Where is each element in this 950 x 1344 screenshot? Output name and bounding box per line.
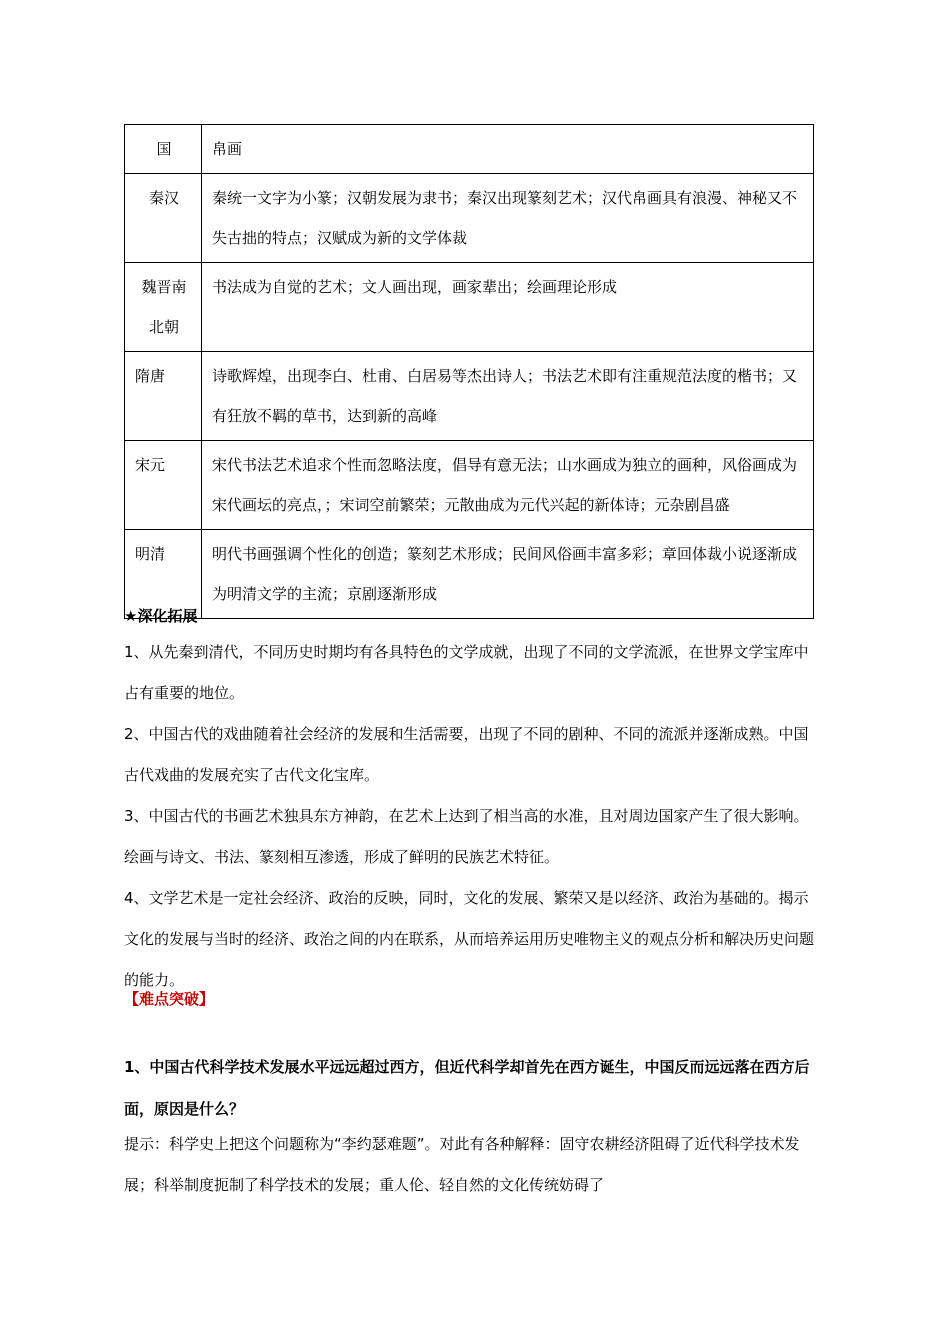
list-item: 4、文学艺术是一定社会经济、政治的反映，同时，文化的发展、繁荣又是以经济、政治为基础的。揭示文化的发展与当时的经济、政治之间的内在联系，从而培养运用历史唯物主义的观点分析和解决历史问题的能力。 <box>124 889 815 989</box>
era-cell: 隋唐 <box>125 352 202 441</box>
difficulty-heading: 【难点突破】 <box>124 990 215 1008</box>
era-cell: 明清 <box>125 530 202 619</box>
list-item: 1、从先秦到清代，不同历史时期均有各具特色的文学成就，出现了不同的文学流派，在世界文学宝库中占有重要的地位。 <box>124 643 809 702</box>
difficulty-hint: 提示：科学史上把这个问题称为“李约瑟难题”。对此有各种解释：固守农耕经济阻碍了近代科学技术发展；科举制度扼制了科学技术的发展；重人伦、轻自然的文化传统妨碍了 <box>124 1135 800 1194</box>
table-row <box>125 263 814 352</box>
art-periods-table <box>124 124 814 619</box>
list-item: 3、中国古代的书画艺术独具东方神韵，在艺术上达到了相当高的水准，且对周边国家产生了很大影响。绘画与诗文、书法、篆刻相互渗透，形成了鲜明的民族艺术特征。 <box>124 807 809 866</box>
extension-list <box>124 632 814 1001</box>
content-cell: 诗歌辉煌，出现李白、杜甫、白居易等杰出诗人；书法艺术即有注重规范法度的楷书；又有狂放不羁的草书，达到新的高峰 <box>202 352 814 441</box>
era-cell: 秦汉 <box>125 174 202 263</box>
table-row <box>125 174 814 263</box>
era-cell: 宋元 <box>125 441 202 530</box>
content-cell: 明代书画强调个性化的创造；篆刻艺术形成；民间风俗画丰富多彩；章回体裁小说逐渐成为明清文学的主流；京剧逐渐形成 <box>202 530 814 619</box>
content-cell: 帛画 <box>202 125 814 174</box>
difficulty-question: 1、中国古代科学技术发展水平远远超过西方，但近代科学却首先在西方诞生，中国反而远远落在西方后面，原因是什么？ <box>124 1058 810 1118</box>
table-row <box>125 352 814 441</box>
era-cell: 国 <box>125 125 202 174</box>
extension-heading: ★深化拓展 <box>124 607 198 625</box>
table-row <box>125 125 814 174</box>
content-cell: 宋代书法艺术追求个性而忽略法度，倡导有意无法；山水画成为独立的画种，风俗画成为宋代画坛的亮点，；宋词空前繁荣；元散曲成为元代兴起的新体诗；元杂剧昌盛 <box>202 441 814 530</box>
content-cell: 秦统一文字为小篆；汉朝发展为隶书；秦汉出现篆刻艺术；汉代帛画具有浪漫、神秘又不失古拙的特点；汉赋成为新的文学体裁 <box>202 174 814 263</box>
list-item: 2、中国古代的戏曲随着社会经济的发展和生活需要，出现了不同的剧种、不同的流派并逐渐成熟。中国古代戏曲的发展充实了古代文化宝库。 <box>124 725 809 784</box>
content-cell: 书法成为自觉的艺术；文人画出现，画家辈出；绘画理论形成 <box>202 263 814 352</box>
era-cell: 魏晋南北朝 <box>125 263 202 352</box>
table-row <box>125 441 814 530</box>
